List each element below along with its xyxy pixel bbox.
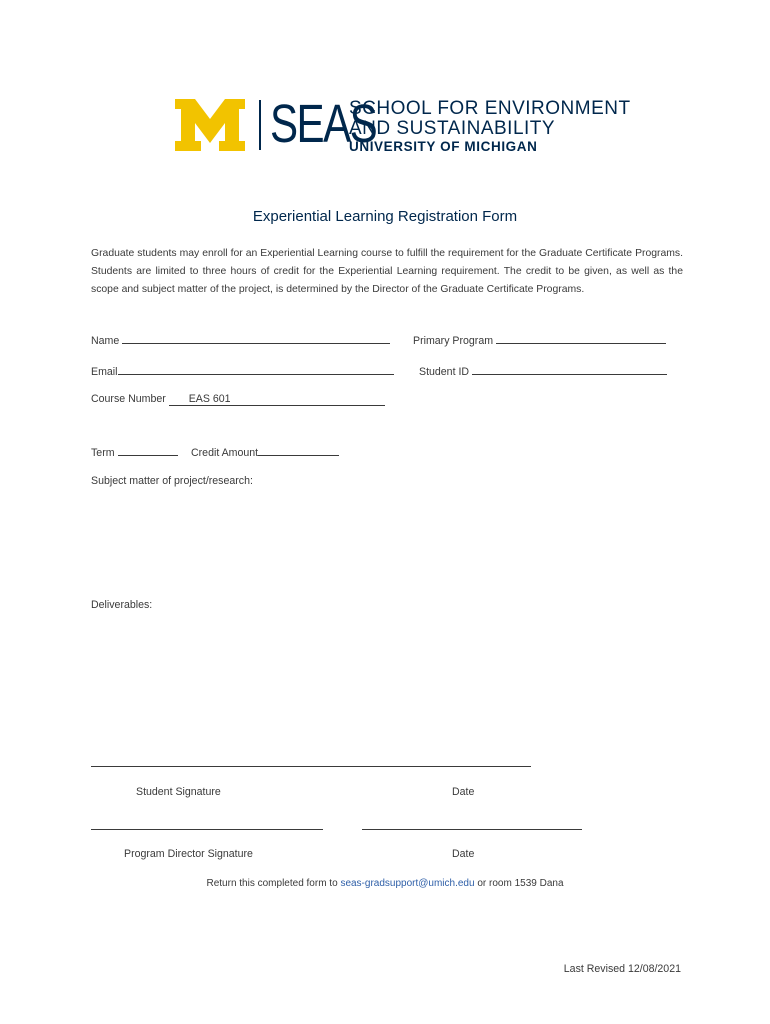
primary-program-field[interactable] bbox=[413, 331, 666, 347]
logo-divider bbox=[259, 100, 261, 150]
student-signature-line[interactable] bbox=[91, 766, 531, 767]
term-field[interactable] bbox=[91, 443, 178, 459]
course-number-field[interactable] bbox=[91, 393, 385, 406]
director-date-line[interactable] bbox=[362, 829, 582, 830]
student-id-field[interactable] bbox=[419, 362, 667, 378]
logo-line-1: SCHOOL FOR ENVIRONMENT bbox=[349, 98, 631, 119]
credit-amount-line[interactable] bbox=[258, 443, 339, 456]
deliverables-label: Deliverables: bbox=[91, 599, 153, 611]
name-line[interactable] bbox=[122, 331, 390, 344]
term-label: Term bbox=[91, 447, 115, 459]
student-date-label: Date bbox=[452, 786, 475, 798]
student-signature-label: Student Signature bbox=[136, 786, 221, 798]
name-label: Name bbox=[91, 335, 120, 347]
credit-amount-label: Credit Amount bbox=[191, 447, 259, 459]
return-suffix: or room 1539 Dana bbox=[474, 878, 564, 889]
student-id-label: Student ID bbox=[419, 366, 470, 378]
logo-line-3: UNIVERSITY OF MICHIGAN bbox=[349, 139, 538, 154]
primary-program-line[interactable] bbox=[496, 331, 666, 344]
director-signature-line[interactable] bbox=[91, 829, 323, 830]
email-label: Email bbox=[91, 366, 118, 378]
form-title: Experiential Learning Registration Form bbox=[252, 208, 518, 225]
primary-program-label: Primary Program bbox=[413, 335, 494, 347]
course-number-value[interactable]: EAS 601 bbox=[169, 393, 385, 406]
subject-matter-label: Subject matter of project/research: bbox=[91, 475, 253, 487]
course-number-label: Course Number bbox=[91, 393, 166, 405]
name-field[interactable] bbox=[91, 331, 390, 347]
seas-wordmark: SEAS bbox=[270, 94, 377, 154]
return-instructions bbox=[0, 878, 770, 889]
director-date-label: Date bbox=[452, 848, 475, 860]
return-email-link[interactable]: seas-gradsupport@umich.edu bbox=[340, 878, 475, 889]
last-revised: Last Revised 12/08/2021 bbox=[563, 963, 681, 975]
email-field[interactable] bbox=[91, 362, 394, 378]
block-m-logo bbox=[175, 99, 245, 151]
seas-logo bbox=[175, 94, 631, 154]
credit-amount-field[interactable] bbox=[191, 443, 339, 459]
director-signature-label: Program Director Signature bbox=[124, 848, 253, 860]
return-prefix: Return this completed form to bbox=[206, 878, 341, 889]
term-line[interactable] bbox=[118, 443, 178, 456]
intro-paragraph: Graduate students may enroll for an Experiential Learning course to fulfill the requirement for the Graduate Certificate Programs. Students are limited to three hours of credit for the Experiential Learning requirement. The credit to be given, as well as the scope and subject matter of the project, is determined by the Director of the Graduate Certificate Programs. bbox=[91, 248, 683, 296]
email-line[interactable] bbox=[118, 362, 394, 375]
logo-line-2: AND SUSTAINABILITY bbox=[349, 118, 556, 139]
student-id-line[interactable] bbox=[472, 362, 667, 375]
